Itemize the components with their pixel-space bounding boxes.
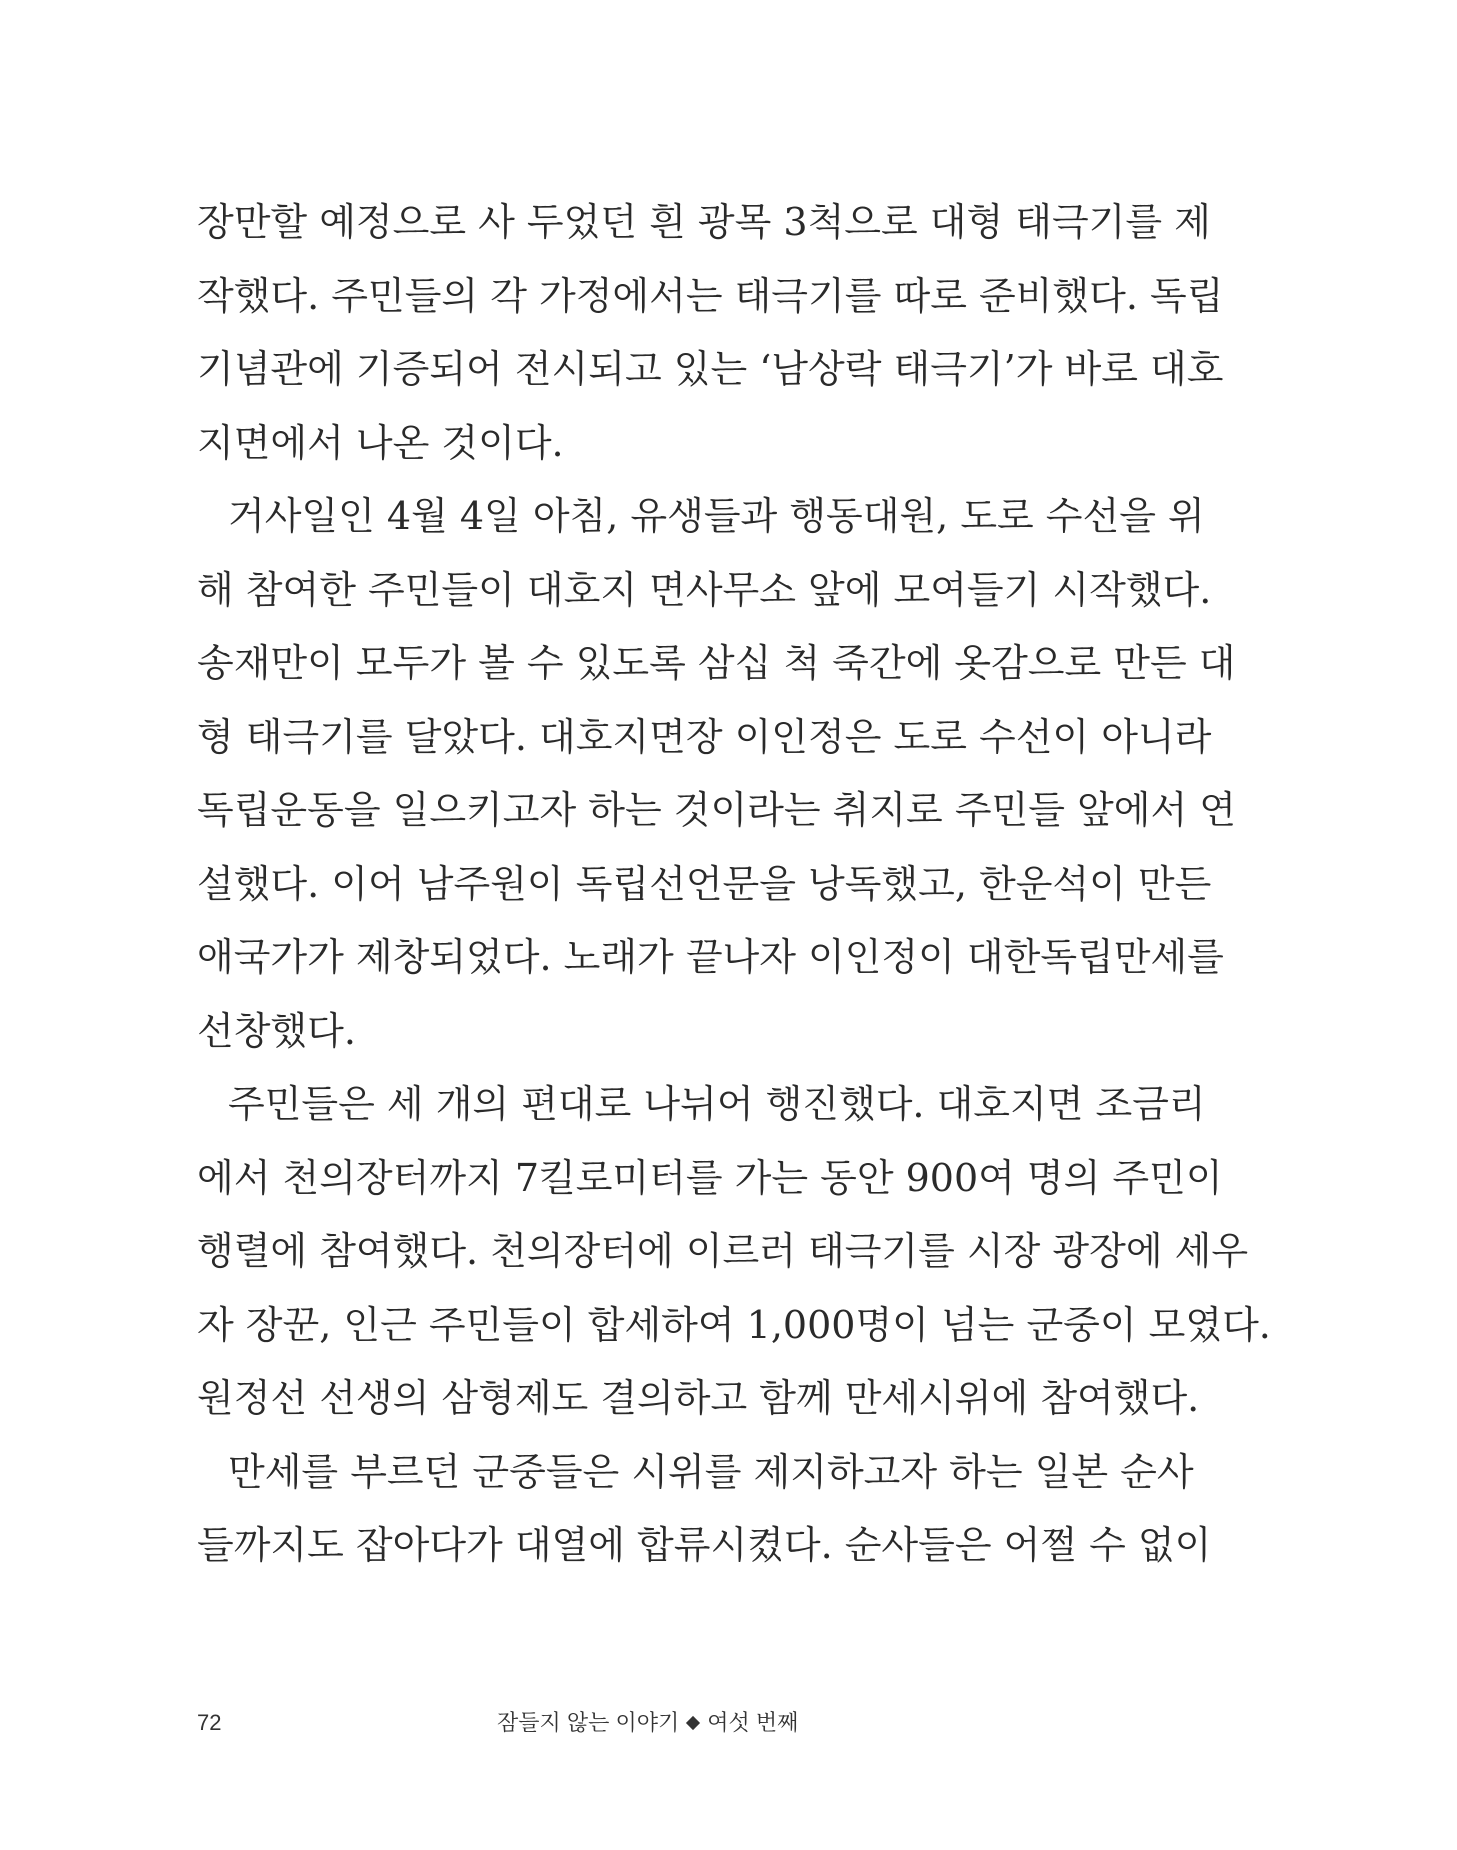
book-title: 잠들지 않는 이야기 bbox=[497, 1710, 680, 1735]
page-number: 72 bbox=[197, 1710, 222, 1735]
text-line: 자 장꾼, 인근 주민들이 합세하여 1,000명이 넘는 군중이 모였다. bbox=[197, 1302, 1271, 1347]
text-line: 만세를 부르던 군중들은 시위를 제지하고자 하는 일본 순사 bbox=[228, 1449, 1194, 1494]
text-line: 애국가가 제창되었다. 노래가 끝나자 이인정이 대한독립만세를 bbox=[197, 935, 1224, 979]
body-text bbox=[197, 186, 1271, 1583]
text-line: 에서 천의장터까지 7킬로미터를 가는 동안 900여 명의 주민이 bbox=[197, 1155, 1223, 1200]
text-line: 원정선 선생의 삼형제도 결의하고 함께 만세시위에 참여했다. bbox=[197, 1376, 1200, 1420]
volume-label: 여섯 번째 bbox=[707, 1710, 799, 1735]
text-line: 송재만이 모두가 볼 수 있도록 삼십 척 죽간에 옷감으로 만든 대 bbox=[197, 641, 1236, 685]
text-line: 형 태극기를 달았다. 대호지면장 이인정은 도로 수선이 아니라 bbox=[197, 714, 1212, 759]
text-line: 거사일인 4월 4일 아침, 유생들과 행동대원, 도로 수선을 위 bbox=[228, 494, 1205, 538]
running-title bbox=[497, 1708, 798, 1738]
text-line: 작했다. 주민들의 각 가정에서는 태극기를 따로 준비했다. 독립 bbox=[197, 273, 1224, 318]
text-line: 독립운동을 일으키고자 하는 것이라는 취지로 주민들 앞에서 연 bbox=[197, 788, 1236, 832]
text-line: 장만할 예정으로 사 두었던 흰 광목 3척으로 대형 태극기를 제 bbox=[197, 200, 1211, 244]
text-line: 주민들은 세 개의 편대로 나뉘어 행진했다. 대호지면 조금리 bbox=[228, 1082, 1206, 1126]
text-line: 설했다. 이어 남주원이 독립선언문을 낭독했고, 한운석이 만든 bbox=[197, 861, 1212, 906]
text-line: 기념관에 기증되어 전시되고 있는 ‘남상락 태극기’가 바로 대호 bbox=[197, 347, 1224, 391]
text-line: 지면에서 나온 것이다. bbox=[197, 420, 564, 465]
diamond-separator-icon bbox=[686, 1716, 700, 1730]
text-line: 해 참여한 주민들이 대호지 면사무소 앞에 모여들기 시작했다. bbox=[197, 567, 1212, 612]
text-line: 행렬에 참여했다. 천의장터에 이르러 태극기를 시장 광장에 세우 bbox=[197, 1229, 1249, 1273]
text-line: 들까지도 잡아다가 대열에 합류시켰다. 순사들은 어쩔 수 없이 bbox=[197, 1523, 1212, 1567]
text-line: 선창했다. bbox=[197, 1008, 356, 1053]
